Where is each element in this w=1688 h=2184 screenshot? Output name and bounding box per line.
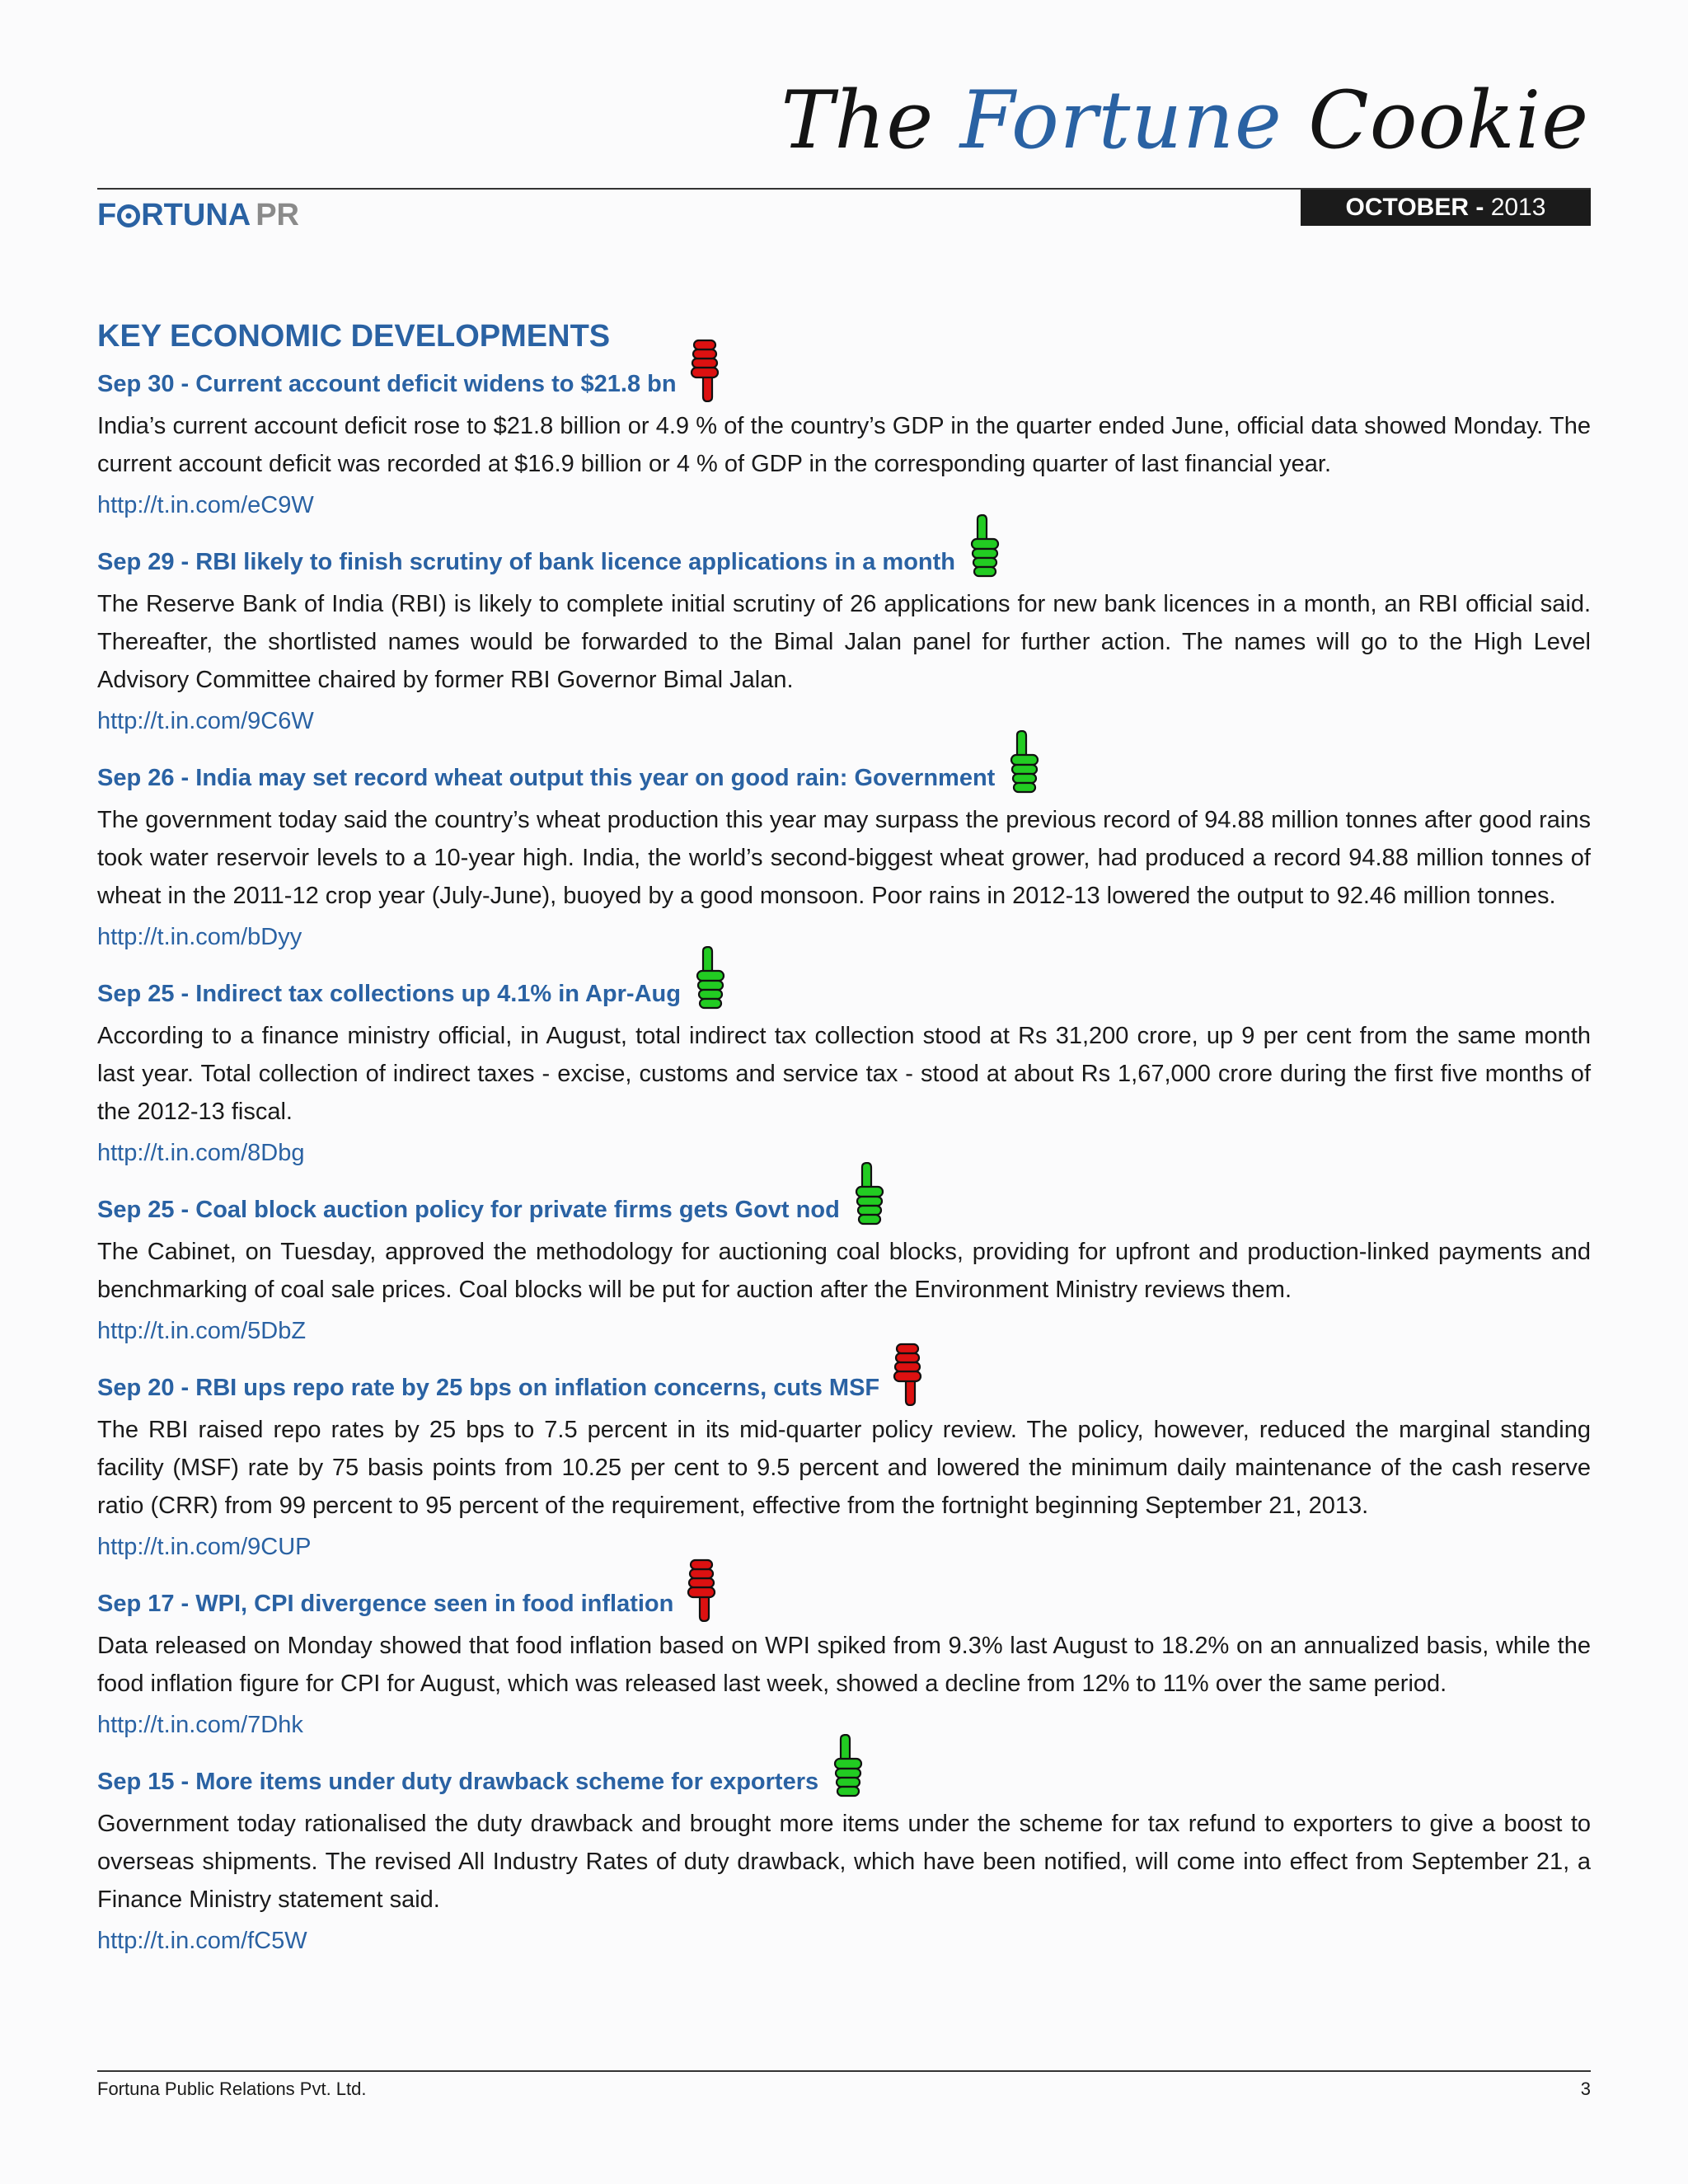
article: [97, 1182, 1591, 1350]
article-headline: [97, 762, 995, 794]
article-headline: [97, 977, 681, 1010]
article: [97, 1754, 1591, 1960]
article: [97, 1576, 1591, 1744]
article-headline: [97, 1765, 818, 1798]
masthead-fortune: Fortune: [959, 74, 1282, 166]
logo-letters-pr: PR: [256, 198, 299, 232]
masthead: [781, 74, 1589, 166]
article: [97, 1360, 1591, 1566]
article-link[interactable]: http://t.in.com/bDyy: [97, 924, 302, 950]
article-headline-text: Sep 17 - WPI, CPI divergence seen in food inflation: [97, 1591, 674, 1617]
article-link[interactable]: http://t.in.com/9CUP: [97, 1534, 312, 1560]
issue-month: OCTOBER -: [1345, 194, 1484, 221]
footer-company: Fortuna Public Relations Pvt. Ltd.: [97, 2079, 367, 2099]
article-headline-text: Sep 25 - Coal block auction policy for private firms gets Govt nod: [97, 1197, 840, 1223]
article-link[interactable]: http://t.in.com/5DbZ: [97, 1318, 307, 1344]
logo-letter-f: F: [97, 198, 117, 232]
article-body: According to a finance ministry official, in August, total indirect tax collection stood at Rs 31,200 crore, up 9 per cent from the same month last year. Total collection of indirect taxes - excise, customs and service tax - stood at about Rs 1,67,000 crore during the first five months of the 2012-13 fiscal.: [97, 1023, 1591, 1125]
fortuna-pr-logo: [97, 198, 299, 233]
article-headline-text: Sep 15 - More items under duty drawback scheme for exporters: [97, 1769, 819, 1795]
article-body: Government today rationalised the duty drawback and brought more items under the scheme for tax refund to exporters to give a boost to overseas shipments. The revised All Industry Rates of duty drawback, which have been notified, will come into effect from September 21, a Finance Ministry statement said.: [97, 1811, 1591, 1913]
article: [97, 966, 1591, 1172]
article-link[interactable]: http://t.in.com/7Dhk: [97, 1712, 303, 1738]
article-headline-text: Sep 29 - RBI likely to finish scrutiny of bank licence applications in a month: [97, 549, 955, 575]
article: [97, 368, 1591, 524]
masthead-cookie: Cookie: [1308, 74, 1589, 166]
article-headline-text: Sep 25 - Indirect tax collections up 4.1% in Apr-Aug: [97, 981, 681, 1007]
article-body: The Reserve Bank of India (RBI) is likely to complete initial scrutiny of 26 applications for new bank licences in a month, an RBI official said. Thereafter, the shortlisted names would be forwarded to the Bimal Jalan panel for further action. The names will go to the High Level Advisory Committee chaired by former RBI Governor Bimal Jalan.: [97, 591, 1591, 693]
article-body: India’s current account deficit rose to $21.8 billion or 4.9 % of the country’s GDP in the quarter ended June, official data showed Monday. The current account deficit was recorded at $16.9 billion or 4 % of GDP in the corresponding quarter of last financial year.: [97, 413, 1591, 477]
article-headline: [97, 546, 955, 579]
article-link[interactable]: http://t.in.com/8Dbg: [97, 1140, 305, 1166]
article-headline: [97, 1371, 879, 1404]
thumbs-down-icon: [685, 1556, 720, 1622]
section-title: KEY ECONOMIC DEVELOPMENTS: [97, 319, 611, 354]
thumbs-down-icon: [688, 336, 723, 402]
article-body: The Cabinet, on Tuesday, approved the methodology for auctioning coal blocks, providing for upfront and production-linked payments and benchmarking of coal sale prices. Coal blocks will be put for auction after the Environment Ministry reviews them.: [97, 1239, 1591, 1303]
article-list: [97, 368, 1591, 1960]
article-headline: [97, 368, 677, 401]
article-link[interactable]: http://t.in.com/fC5W: [97, 1928, 307, 1954]
logo-o-target-icon: [117, 204, 140, 227]
thumbs-up-icon: [851, 1162, 886, 1228]
article-headline-text: Sep 20 - RBI ups repo rate by 25 bps on inflation concerns, cuts MSF: [97, 1375, 880, 1401]
article: [97, 534, 1591, 740]
masthead-the: The: [781, 74, 935, 166]
article-headline-text: Sep 30 - Current account deficit widens to $21.8 bn: [97, 371, 677, 397]
footer-divider: [97, 2070, 1591, 2072]
article-link[interactable]: http://t.in.com/9C6W: [97, 708, 314, 734]
article-link[interactable]: http://t.in.com/eC9W: [97, 492, 314, 518]
article-body: The RBI raised repo rates by 25 bps to 7.5 percent in its mid-quarter policy review. The policy, however, reduced the marginal standing facility (MSF) rate by 75 basis points from 10.25 per cent to 9.5 percent and lowered the minimum daily maintenance of the cash reserve ratio (CRR) from 99 percent to 95 percent of the requirement, effective from the fortnight beginning September 21, 2013.: [97, 1417, 1591, 1519]
thumbs-up-icon: [967, 514, 1001, 580]
thumbs-down-icon: [891, 1340, 926, 1406]
logo-letters-rtuna: RTUNA: [141, 198, 251, 232]
article-body: The government today said the country’s wheat production this year may surpass the previous record of 94.88 million tonnes after good rains took water reservoir levels to a 10-year high. India, the world’s second-biggest wheat grower, had produced a record 94.88 million tonnes of wheat in the 2011-12 crop year (July-June), buoyed by a good monsoon. Poor rains in 2012-13 lowered the output to 92.46 million tonnes.: [97, 807, 1591, 909]
article-body: Data released on Monday showed that food inflation based on WPI spiked from 9.3% last August to 18.2% on an annualized basis, while the food inflation figure for CPI for August, which was released last week, showed a decline from 12% to 11% over the same period.: [97, 1633, 1591, 1697]
article: [97, 750, 1591, 956]
thumbs-up-icon: [692, 946, 727, 1012]
issue-year: 2013: [1490, 194, 1546, 221]
article-headline: [97, 1193, 840, 1226]
article-headline-text: Sep 26 - India may set record wheat output this year on good rain: Government: [97, 765, 996, 791]
main-content: [97, 315, 1591, 1970]
footer-page-number: 3: [1580, 2079, 1591, 2099]
issue-date-badge: [1301, 190, 1591, 226]
thumbs-up-icon: [1006, 730, 1041, 796]
article-headline: [97, 1587, 673, 1620]
thumbs-up-icon: [830, 1734, 865, 1800]
